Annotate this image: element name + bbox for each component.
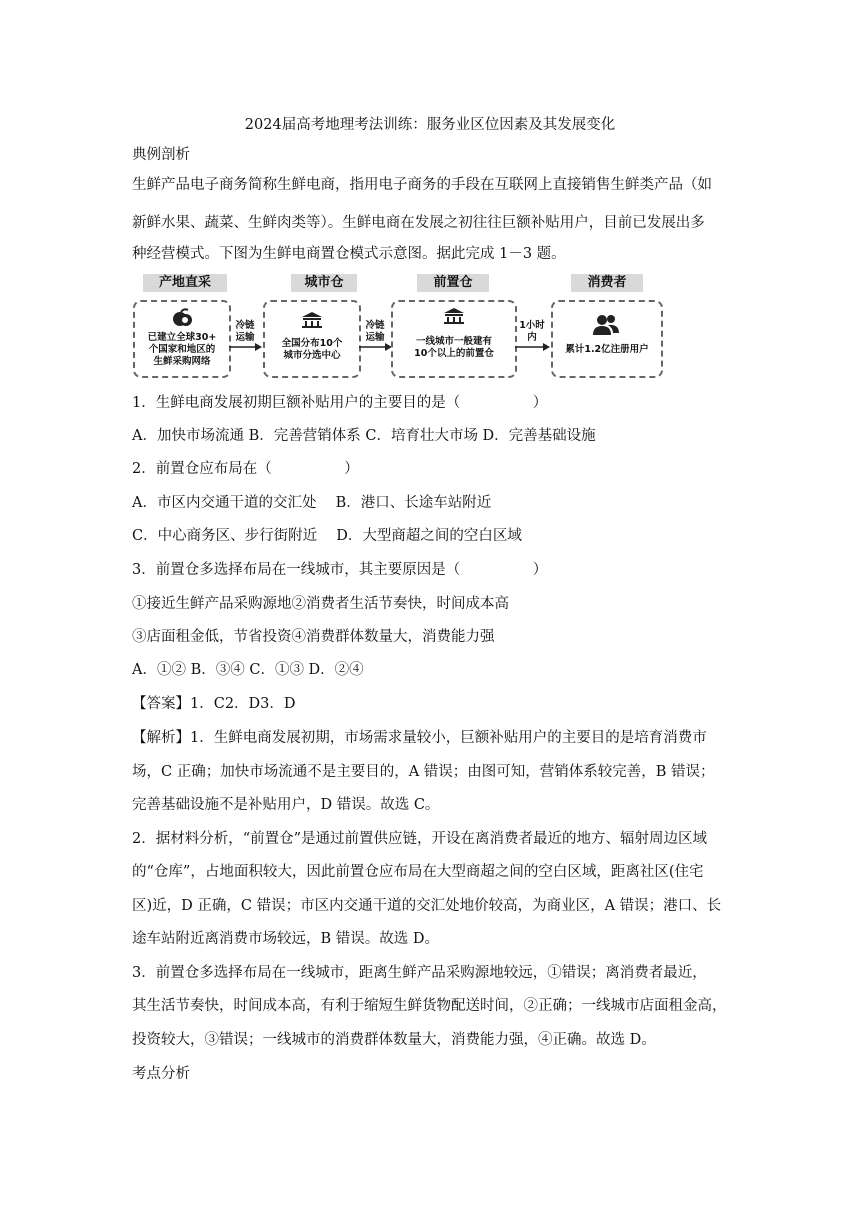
arrow-label-line: 冷链 (365, 320, 385, 331)
question-3-items: ①接近生鲜产品采购源地②消费者生活节奏快，时间成本高 (132, 596, 509, 612)
intro-line: 种经营模式。下图为生鲜电商置仓模式示意图。据此完成 1－3 题。 (132, 246, 566, 262)
stage-text-line: 10个以上的前置仓 (414, 348, 494, 359)
intro-line: 新鲜水果、蔬菜、生鲜肉类等）。生鲜电商在发展之初往往巨额补贴用户，目前已发展出多 (132, 215, 705, 231)
warehouse-icon (444, 308, 464, 324)
answer-line: 【答案】1．C2．D3．D (132, 696, 296, 712)
fresh-ecommerce-warehouse-diagram (131, 274, 661, 384)
stage-text-line: 生鲜采购网络 (153, 356, 211, 367)
question-2-options: C．中心商务区、步行街附近 D．大型商超之间的空白区域 (132, 528, 522, 544)
arrow-right-icon (515, 342, 551, 352)
analysis-line: 其生活节奏快，时间成本高，有利于缩短生鲜货物配送时间，②正确；一线城市店面租金高， (132, 998, 727, 1014)
analysis-line: 完善基础设施不是补贴用户，D 错误。故选 C。 (132, 797, 440, 813)
stage-box-city-warehouse (263, 300, 361, 378)
arrow-label (517, 320, 547, 344)
question-3-options: A．①② B．③④ C．①③ D．②④ (132, 662, 364, 678)
stage-text-line: 全国分布10个 (281, 338, 343, 349)
stage-box-consumer (551, 300, 663, 378)
analysis-line: 3．前置仓多选择布局在一线城市，距离生鲜产品采购源地较远，①错误；离消费者最近， (132, 965, 707, 981)
stage-header-front-warehouse: 前置仓 (417, 274, 489, 292)
stage-text-line: 个国家和地区的 (148, 344, 216, 355)
question-3-items: ③店面租金低，节省投资④消费群体数量大，消费能力强 (132, 629, 495, 645)
question-2-options: A．市区内交通干道的交汇处 B．港口、长途车站附近 (132, 495, 492, 511)
analysis-line: 场，C 正确；加快市场流通不是主要目的，A 错误；由图可知，营销体系较完善，B 错误； (132, 764, 715, 780)
users-icon (593, 314, 619, 336)
analysis-line: 的“仓库”，占地面积较大，因此前置仓应布局在大型商超之间的空白区域，距离社区(住宅 (132, 864, 704, 880)
stage-header-consumer: 消费者 (571, 274, 643, 292)
question-1: 1．生鲜电商发展初期巨额补贴用户的主要目的是（ ） (132, 395, 548, 411)
question-2: 2．前置仓应布局在（ ） (132, 461, 359, 477)
arrow-label (361, 320, 389, 344)
arrow-label (231, 320, 259, 344)
analysis-line: 投资较大，③错误；一线城市的消费群体数量大，消费能力强，④正确。故选 D。 (132, 1032, 656, 1048)
intro-line: 生鲜产品电子商务简称生鲜电商，指用电子商务的手段在互联网上直接销售生鲜类产品（如 (132, 177, 712, 193)
analysis-line: 区)近，D 正确，C 错误；市区内交通干道的交汇处地价较高，为商业区，A 错误；港口、长 (132, 898, 722, 914)
page-title: 2024届高考地理考法训练：服务业区位因素及其发展变化 (244, 117, 616, 133)
stage-text-line: 已建立全球30+ (147, 332, 217, 343)
arrow-right-icon (359, 342, 393, 352)
arrow-label-line: 冷链 (235, 320, 255, 331)
stage-text-line: 累计1.2亿注册用户 (565, 344, 649, 355)
question-1-options: A．加快市场流通 B．完善营销体系 C．培育壮大市场 D．完善基础设施 (132, 428, 596, 444)
arrow-label-line: 运输 (365, 332, 385, 343)
section-heading-analysis: 考点分析 (132, 1066, 190, 1082)
section-heading-example: 典例剖析 (132, 147, 190, 163)
stage-header-city-warehouse: 城市仓 (291, 274, 357, 292)
analysis-line: 途车站附近离消费市场较远，B 错误。故选 D。 (132, 931, 439, 947)
warehouse-icon (302, 312, 322, 328)
arrow-label-line: 1小时 (519, 320, 545, 331)
analysis-line: 2．据材料分析，“前置仓”是通过前置供应链，开设在离消费者最近的地方、辐射周边区域 (132, 831, 708, 847)
arrow-label-line: 运输 (235, 332, 255, 343)
analysis-line: 【解析】1．生鲜电商发展初期，市场需求量较小，巨额补贴用户的主要目的是培育消费市 (132, 730, 707, 746)
stage-text-line: 城市分选中心 (283, 350, 341, 361)
stage-box-origin (133, 300, 231, 378)
stage-box-front-warehouse (391, 300, 517, 378)
question-3: 3．前置仓多选择布局在一线城市，其主要原因是（ ） (132, 562, 548, 578)
stage-header-origin: 产地直采 (143, 274, 227, 292)
arrow-label-line: 内 (527, 332, 537, 343)
arrow-right-icon (229, 342, 263, 352)
stage-text-line: 一线城市一般建有 (415, 336, 492, 347)
apple-icon (171, 308, 193, 328)
